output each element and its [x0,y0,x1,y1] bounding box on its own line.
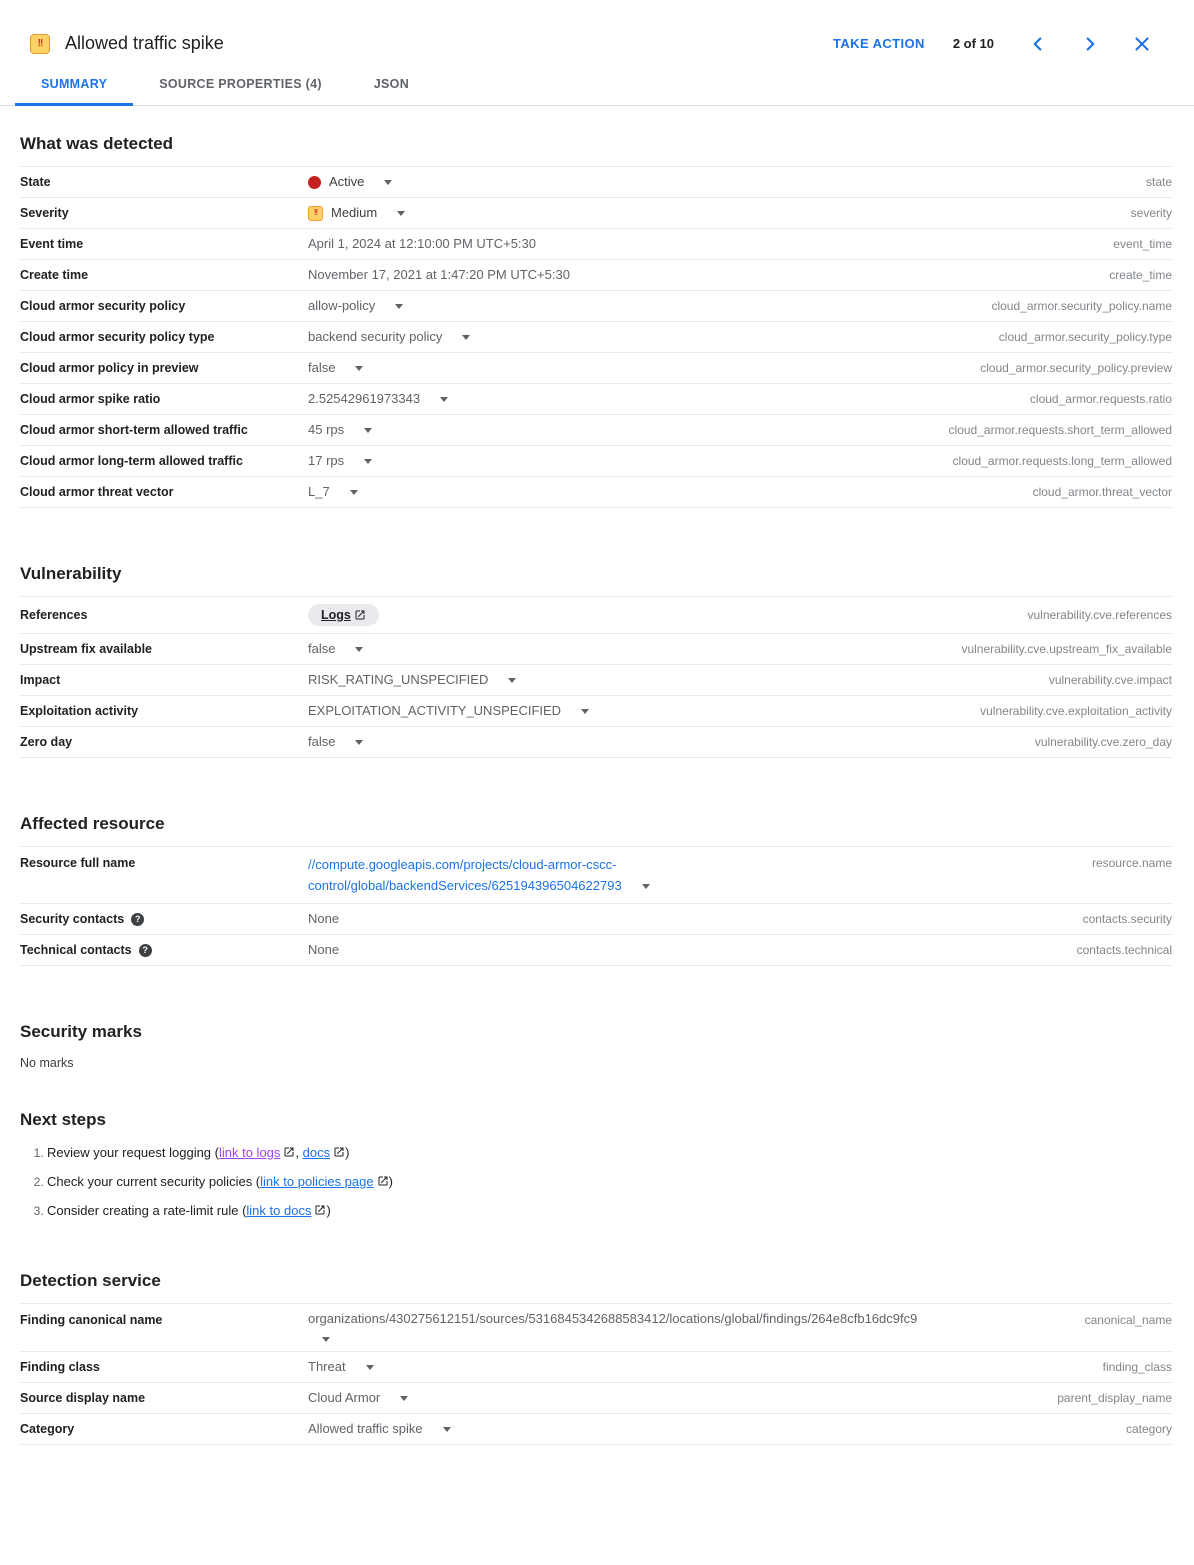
field-value-text: April 1, 2024 at 12:10:00 PM UTC+5:30 [308,236,536,251]
tab-bar [0,67,1194,106]
field-path: event_time [1113,237,1172,251]
field-value-text: 17 rps [308,453,345,468]
field-value-text: Threat [308,1359,346,1374]
field-value-dropdown[interactable] [308,453,945,469]
chip-label: Logs [321,608,351,622]
field-path: cloud_armor.security_policy.preview [980,361,1172,375]
detection-service-table [20,1303,1172,1445]
canonical-name-dropdown[interactable] [308,1311,1077,1344]
field-value-text: 45 rps [308,422,345,437]
field-label: Zero day [20,735,73,749]
next-finding-button[interactable] [1077,31,1103,57]
table-row [20,846,1172,903]
field-value-text: L_7 [308,484,330,499]
field-path: state [1145,175,1172,189]
field-label: Category [20,1422,75,1436]
table-row [20,664,1172,695]
table-row [20,290,1172,321]
field-value-dropdown[interactable] [308,1421,1118,1437]
field-path: create_time [1109,268,1172,282]
field-value-text: Active [329,174,365,189]
link-to-logs[interactable] [219,1145,280,1160]
field-label: Severity [20,206,69,220]
section-title-security-marks: Security marks [20,1022,142,1041]
help-icon[interactable]: ? [139,944,152,957]
field-path: vulnerability.cve.upstream_fix_available [961,642,1172,656]
field-label: Cloud armor security policy type [20,330,215,344]
field-label: Upstream fix available [20,642,153,656]
finding-detail-body [0,134,1194,1565]
section-title-affected-resource: Affected resource [20,814,165,833]
vulnerability-table [20,596,1172,758]
field-path: severity [1130,206,1172,220]
field-value [308,911,1075,927]
field-label: Cloud armor spike ratio [20,392,161,406]
table-row [20,352,1172,383]
field-value-text: November 17, 2021 at 1:47:20 PM UTC+5:30 [308,267,570,282]
field-label: Cloud armor threat vector [20,485,174,499]
dropdown-caret-icon [642,884,650,889]
field-value [308,942,1069,958]
field-label: Create time [20,268,89,282]
table-row [20,1303,1172,1351]
step-text: Review your request logging ( [47,1145,219,1160]
dropdown-caret-icon [355,366,363,371]
field-value-dropdown[interactable] [308,1390,1049,1406]
field-label: Event time [20,237,84,251]
table-row [20,633,1172,664]
table-row [20,259,1172,290]
section-title-next-steps: Next steps [20,1110,106,1129]
field-value-text: RISK_RATING_UNSPECIFIED [308,672,489,687]
link-text: link to policies page [260,1174,374,1189]
field-path: parent_display_name [1057,1391,1172,1405]
table-row [20,1382,1172,1413]
severity-dropdown[interactable] [308,205,1123,221]
dropdown-caret-icon [440,397,448,402]
table-row [20,321,1172,352]
field-label: Impact [20,673,61,687]
field-label: Exploitation activity [20,704,139,718]
table-row [20,414,1172,445]
field-label [20,943,300,957]
table-row [20,1351,1172,1382]
page-title: Allowed traffic spike [65,33,224,53]
field-value-text: Cloud Armor [308,1390,381,1405]
table-row [20,596,1172,633]
pagination-counter: 2 of 10 [952,36,994,51]
field-value-text: false [308,734,336,749]
field-path: contacts.technical [1076,943,1172,957]
field-path: vulnerability.cve.zero_day [1034,735,1172,749]
table-row [20,903,1172,934]
field-value-dropdown[interactable] [308,391,1022,407]
detected-table [20,166,1172,508]
field-value-dropdown[interactable] [308,484,1025,500]
field-label: Source display name [20,1391,146,1405]
dropdown-caret-icon [355,740,363,745]
dropdown-caret-icon [364,428,372,433]
dropdown-caret-icon [364,459,372,464]
field-value-text: Medium [331,205,378,220]
external-link-icon [333,1146,345,1158]
external-link-icon [314,1204,326,1216]
list-item [47,1173,1172,1190]
step-text: ) [388,1174,393,1189]
field-value-text: None [308,942,340,957]
security-marks-empty-text: No marks [20,1056,74,1070]
field-value-dropdown[interactable] [308,422,941,438]
chevron-right-icon [1079,33,1101,55]
external-link-icon [354,609,366,621]
link-text: link to docs [246,1203,312,1218]
field-value [308,236,1105,252]
field-path: cloud_armor.requests.ratio [1029,392,1172,406]
field-path: cloud_armor.threat_vector [1032,485,1172,499]
close-button[interactable] [1129,31,1155,57]
field-value-dropdown[interactable] [308,298,983,314]
close-icon [1131,33,1153,55]
step-text: Consider creating a rate-limit rule ( [47,1203,247,1218]
field-label: State [20,175,51,189]
section-title-what-was-detected: What was detected [20,134,174,153]
field-path: resource.name [1091,856,1172,870]
field-value-text: EXPLOITATION_ACTIVITY_UNSPECIFIED [308,703,562,718]
field-value-text: false [308,360,336,375]
field-path: cloud_armor.security_policy.name [991,299,1172,313]
dropdown-caret-icon [462,335,470,340]
medium-severity-icon: !! [30,34,50,54]
header-actions [825,30,1168,57]
field-value-dropdown[interactable] [308,672,1041,688]
table-row [20,934,1172,965]
link-text: docs [302,1145,331,1160]
link-to-docs[interactable] [303,1145,330,1160]
field-value-text: None [308,911,340,926]
dropdown-caret-icon [443,1427,451,1432]
field-label-text: Technical contacts [20,943,132,957]
table-row [20,726,1172,757]
list-item [47,1144,1172,1161]
active-state-icon [308,176,321,189]
field-label: Finding class [20,1360,100,1374]
dropdown-caret-icon [581,709,589,714]
take-action-button[interactable]: TAKE ACTION [825,30,933,57]
field-value-dropdown[interactable] [308,641,953,657]
finding-header [0,0,1194,57]
field-value-dropdown[interactable] [308,703,972,719]
dropdown-caret-icon [355,647,363,652]
field-path: vulnerability.cve.references [1027,608,1172,622]
table-row [20,383,1172,414]
field-label-text: Security contacts [20,912,125,926]
previous-finding-button[interactable] [1025,31,1051,57]
link-to-policies-page[interactable] [260,1174,373,1189]
dropdown-caret-icon [395,304,403,309]
field-value-text: organizations/430275612151/sources/5316845342688583412/locations/global/findings/264e8cfb16dc9fc9 [308,1311,918,1326]
section-title-vulnerability: Vulnerability [20,564,122,583]
field-label: Finding canonical name [20,1313,163,1327]
field-value [308,604,1019,626]
link-to-docs[interactable] [246,1203,311,1218]
resource-name-dropdown[interactable] [308,854,656,896]
dropdown-caret-icon [400,1396,408,1401]
table-row [20,695,1172,726]
help-icon[interactable]: ? [131,913,144,926]
field-label [20,912,300,926]
tab-json[interactable]: JSON [373,77,410,91]
field-label: Cloud armor policy in preview [20,361,199,375]
step-text: Check your current security policies ( [47,1174,261,1189]
table-row [20,476,1172,507]
section-title-detection-service: Detection service [20,1271,161,1290]
table-row [20,166,1172,197]
dropdown-caret-icon [384,180,392,185]
dropdown-caret-icon [397,211,405,216]
dropdown-caret-icon [366,1365,374,1370]
step-text: ) [326,1203,331,1218]
step-text: , [295,1145,303,1160]
field-value-dropdown[interactable] [308,1359,1095,1375]
list-item [47,1202,1172,1219]
link-text: link to logs [218,1145,281,1160]
field-value-dropdown[interactable] [308,360,972,376]
field-label: Resource full name [20,856,136,870]
table-row [20,445,1172,476]
field-value-text: allow-policy [308,298,376,313]
field-label: References [20,608,88,622]
field-value-dropdown[interactable] [308,734,1027,750]
field-value-text: Allowed traffic spike [308,1421,423,1436]
affected-resource-table [20,846,1172,966]
field-value-text: 2.52542961973343 [308,391,421,406]
field-label: Cloud armor security policy [20,299,186,313]
state-dropdown[interactable] [308,174,1138,190]
field-value-text: false [308,641,336,656]
logs-chip-link[interactable] [308,604,379,626]
step-text: ) [345,1145,350,1160]
medium-severity-icon: !! [308,206,323,221]
field-path: vulnerability.cve.exploitation_activity [980,704,1172,718]
tab-source-properties[interactable]: SOURCE PROPERTIES (4) [159,77,322,91]
dropdown-caret-icon [350,490,358,495]
field-value-text: backend security policy [308,329,443,344]
table-row [20,197,1172,228]
field-path: contacts.security [1082,912,1172,926]
field-value [308,267,1101,283]
dropdown-caret-icon [508,678,516,683]
field-label: Cloud armor short-term allowed traffic [20,423,248,437]
table-row [20,1413,1172,1444]
chevron-left-icon [1027,33,1049,55]
field-path: category [1125,1422,1172,1436]
field-path: cloud_armor.requests.short_term_allowed [948,423,1172,437]
field-path: cloud_armor.security_policy.type [998,330,1172,344]
next-steps-list [20,1144,1172,1219]
tab-summary[interactable]: SUMMARY [15,67,133,106]
field-value-dropdown[interactable] [308,329,991,345]
table-row [20,228,1172,259]
field-path: cloud_armor.requests.long_term_allowed [952,454,1172,468]
resource-full-name-link[interactable]: //compute.googleapis.com/projects/cloud-armor-cscc-control/global/backendServices/625194396504622793 [308,857,622,893]
external-link-icon [377,1175,389,1187]
field-path: vulnerability.cve.impact [1048,673,1172,687]
external-link-icon [283,1146,295,1158]
field-path: canonical_name [1084,1313,1172,1327]
field-label: Cloud armor long-term allowed traffic [20,454,243,468]
dropdown-caret-icon [322,1337,330,1342]
field-path: finding_class [1102,1360,1172,1374]
